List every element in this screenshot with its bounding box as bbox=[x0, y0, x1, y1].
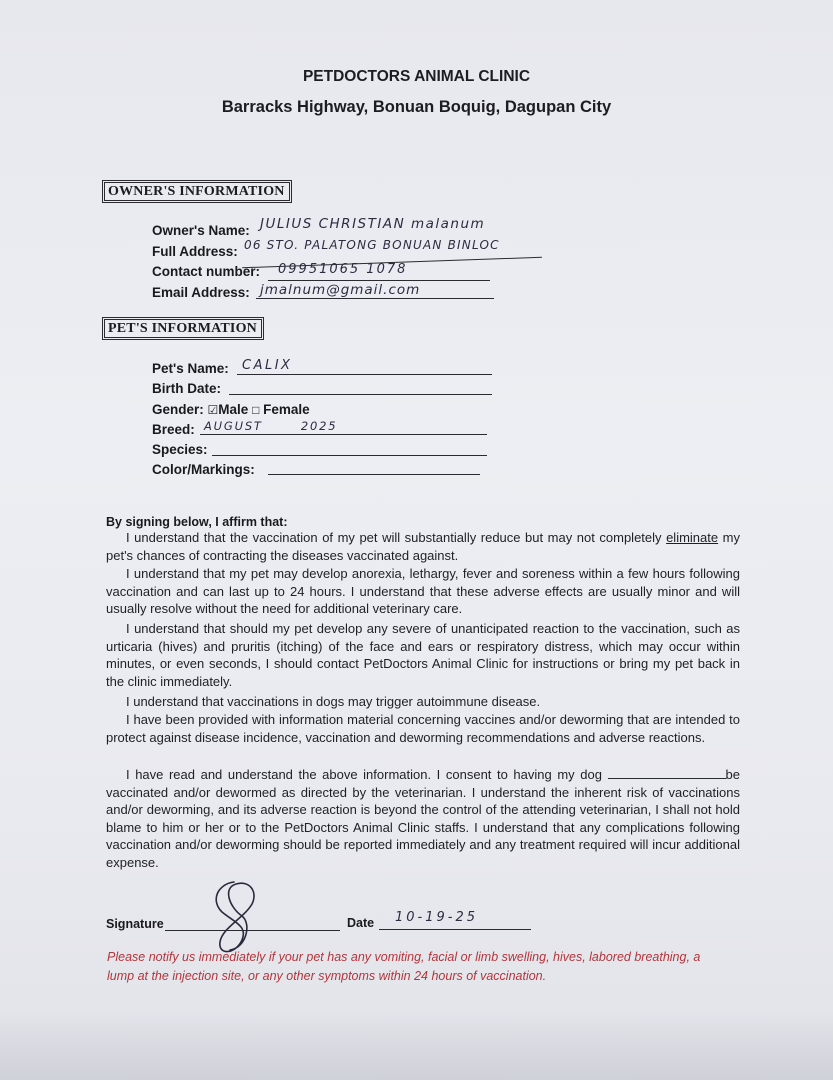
owner-email-label: Email Address: bbox=[152, 285, 250, 300]
birth-date-line bbox=[229, 394, 492, 395]
dog-name-blank[interactable] bbox=[608, 766, 726, 779]
female-checkbox[interactable]: □ bbox=[252, 403, 260, 417]
affirmation-paragraph-6 bbox=[106, 766, 740, 872]
owner-section-title: OWNER'S INFORMATION bbox=[104, 182, 290, 201]
signature-label: Signature bbox=[106, 917, 164, 931]
affirmation-paragraph-2: I understand that my pet may develop anorexia, lethargy, fever and soreness within a few hours following vaccination and can last up to 24 hours. I understand that these adverse effects are usually minor and will usually resolve without the need for additional veterinary care. bbox=[106, 566, 740, 617]
birth-date-label: Birth Date: bbox=[152, 381, 222, 396]
owner-name-label: Owner's Name: bbox=[152, 223, 250, 238]
affirmation-heading: By signing below, I affirm that: bbox=[106, 515, 288, 529]
affirmation-paragraph-5: I have been provided with information material concerning vaccines and/or deworming that are intended to protect against disease incidence, vaccination and deworming recommendations and adverse reactions. bbox=[106, 712, 740, 745]
male-label: Male bbox=[218, 402, 249, 417]
species-line bbox=[212, 455, 487, 456]
breed-label: Breed: bbox=[152, 422, 195, 437]
female-label: Female bbox=[263, 402, 310, 417]
date-line bbox=[379, 929, 531, 930]
breed-line bbox=[200, 434, 487, 435]
color-markings-line bbox=[268, 474, 480, 475]
clinic-name: PETDOCTORS ANIMAL CLINIC bbox=[302, 68, 531, 85]
affirmation-paragraph-1 bbox=[106, 529, 740, 564]
owner-email-value[interactable]: jmalnum@gmail.com bbox=[260, 282, 421, 298]
p1-text-b: my pet's chances of contracting the diseases vaccinated against. bbox=[106, 530, 740, 563]
date-label: Date bbox=[347, 916, 375, 930]
species-label: Species: bbox=[152, 442, 208, 457]
pet-name-label: Pet's Name: bbox=[152, 361, 229, 376]
p6-text-a: I have read and understand the above information. I consent to having my dog bbox=[126, 767, 608, 782]
p1-underlined: eliminate bbox=[666, 530, 719, 545]
pet-section-title: PET'S INFORMATION bbox=[104, 319, 262, 338]
male-checkbox[interactable]: ☑ bbox=[207, 403, 219, 417]
owner-contact-value[interactable]: 09951065 1078 bbox=[278, 262, 408, 277]
owner-address-value[interactable]: 06 STO. PALATONG BONUAN BINLOC bbox=[244, 238, 500, 252]
owner-name-value[interactable]: JULIUS CHRISTIAN malanum bbox=[260, 216, 486, 232]
breed-value[interactable]: AUGUST 2025 bbox=[204, 419, 338, 433]
affirmation-paragraph-3: I understand that should my pet develop any severe of unanticipated reaction to the vaccination, such as urticaria (hives) and pruritis (itching) of the face and ears or respiratory distress, which may occur within minutes, or even seconds, I should contact PetDoctors Animal Clinic for instructions or bring my pet back in the clinic immediately. bbox=[106, 621, 740, 689]
post-vaccination-notice: Please notify us immediately if your pet has any vomiting, facial or limb swelling, hives, labored breathing, a lump at the injection site, or any other symptoms within 24 hours of vaccination. bbox=[107, 950, 701, 983]
pet-name-value[interactable]: CALIX bbox=[242, 358, 293, 373]
email-line bbox=[256, 298, 494, 299]
page-shadow bbox=[0, 1010, 833, 1080]
gender-label: Gender: bbox=[152, 402, 204, 417]
color-markings-label: Color/Markings: bbox=[152, 462, 255, 477]
date-value[interactable]: 10-19-25 bbox=[395, 910, 479, 925]
pet-name-line bbox=[237, 374, 492, 375]
p1-text-a: I understand that the vaccination of my pet will substantially reduce but may not completely bbox=[126, 530, 667, 545]
clinic-address: Barracks Highway, Bonuan Boquig, Dagupan City bbox=[221, 98, 612, 116]
gender-row bbox=[152, 402, 310, 417]
contact-line bbox=[268, 280, 490, 281]
owner-address-label: Full Address: bbox=[152, 244, 238, 259]
affirmation-paragraph-4: I understand that vaccinations in dogs may trigger autoimmune disease. bbox=[126, 694, 541, 709]
owner-contact-label: Contact number: bbox=[152, 264, 260, 279]
p6-text-b: be vaccinated and/or dewormed as directed by the veterinarian. I understand the inherent risk of vaccinations and/or deworming, and its adverse reaction is beyond the control of the attending veterinarian, I shall not hold blame to him or her or to the PetDoctors Animal Clinic staffs. I understand that any complications following vaccination and/or deworming should be reported immediately and any treatment required will incur additional expense. bbox=[106, 767, 740, 870]
